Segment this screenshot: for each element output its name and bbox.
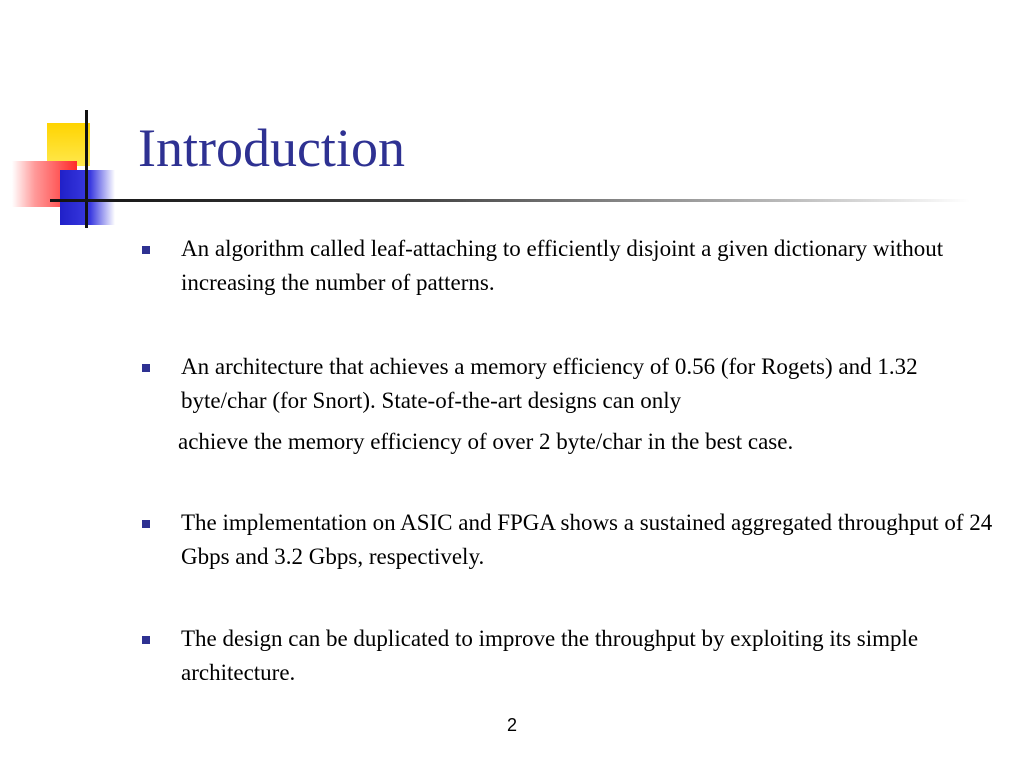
bullet-square-icon bbox=[142, 246, 150, 254]
slide-title: Introduction bbox=[138, 118, 405, 178]
bullet-text: An architecture that achieves a memory efficiency of 0.56 (for Rogets) and 1.32 byte/char (for Snort). State-of-the-art designs can only bbox=[181, 354, 918, 413]
bullet-continuation-text: achieve the memory efficiency of over 2 byte/char in the best case. bbox=[178, 429, 794, 454]
title-underline bbox=[50, 199, 970, 202]
page-number: 2 bbox=[506, 715, 517, 735]
bullet-text: The implementation on ASIC and FPGA shows a sustained aggregated throughput of 24 Gbps and 3.2 Gbps, respectively. bbox=[181, 510, 993, 569]
bullet-square-icon bbox=[142, 364, 150, 372]
decorative-yellow-square bbox=[47, 123, 90, 166]
bullet-text: An algorithm called leaf-attaching to efficiently disjoint a given dictionary without increasing the number of patterns. bbox=[181, 236, 944, 295]
bullet-text: The design can be duplicated to improve the throughput by exploiting its simple architecture. bbox=[181, 626, 919, 685]
bullet-square-icon bbox=[142, 520, 150, 528]
bullet-square-icon bbox=[142, 636, 150, 644]
decorative-vertical-line bbox=[85, 110, 88, 228]
